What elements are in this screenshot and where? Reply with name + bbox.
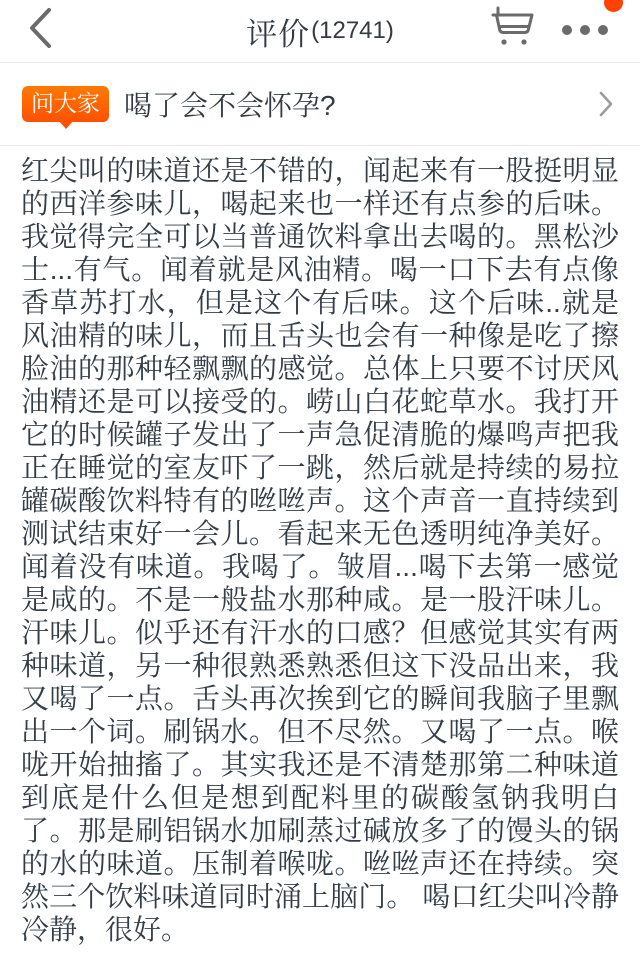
- header-bar: [0, 0, 640, 63]
- three-dot-menu-icon: [562, 25, 608, 35]
- review-text: 红尖叫的味道还是不错的，闻起来有一股挺明显的西洋参味儿，喝起来也一样还有点参的后味。我觉得完全可以当普通饮料拿出去喝的。黑松沙士...有气。闻着就是风油精。喝一口下去有点像香草苏打水，但是这个有后味。这个后味..就是风油精的味儿，而且舌头也会有一种像是吃了擦脸油的那种轻飘飘的感觉。总体上只要不讨厌风油精还是可以接受的。崂山白花蛇草水。我打开它的时候罐子发出了一声急促清脆的爆鸣声把我正在睡觉的室友吓了一跳，然后就是持续的易拉罐碳酸饮料特有的咝咝声。这个声音一直持续到测试结束好一会儿。看起来无色透明纯净美好。闻着没有味道。我喝了。皱眉...喝下去第一感觉是咸的。不是一般盐水那种咸。是一股汗味儿。汗味儿。似乎还有汗水的口感？但感觉其实有两种味道，另一种很熟悉熟悉但这下没品出来，我又喝了一点。舌头再次挨到它的瞬间我脑子里飘出一个词。刷锅水。但不尽然。又喝了一点。喉咙开始抽搐了。其实我还是不清楚那第二种味道到底是什么但是想到配料里的碳酸氢钠我明白了。那是刷铝锅水加刷蒸过碱放多了的馒头的锅的水的味道。压制着喉咙。咝咝声还在持续。突然三个饮料味道同时涌上脑门。 喝口红尖叫冷静冷静，很好。: [21, 155, 619, 945]
- ask-question-text: 喝了会不会怀孕?: [124, 90, 336, 121]
- shopping-cart-icon: [487, 5, 535, 54]
- review-count: (12741): [311, 17, 394, 44]
- cart-button[interactable]: [484, 2, 538, 56]
- page-title: [246, 0, 394, 62]
- back-chevron-icon: [27, 7, 53, 54]
- right-chevron-icon: [598, 90, 614, 118]
- ask-everyone-badge: 问大家: [22, 86, 109, 122]
- ask-everyone-row[interactable]: [0, 63, 640, 146]
- back-button[interactable]: [16, 4, 64, 56]
- more-menu-button[interactable]: [556, 6, 614, 54]
- page-title-text: 评价: [246, 16, 311, 52]
